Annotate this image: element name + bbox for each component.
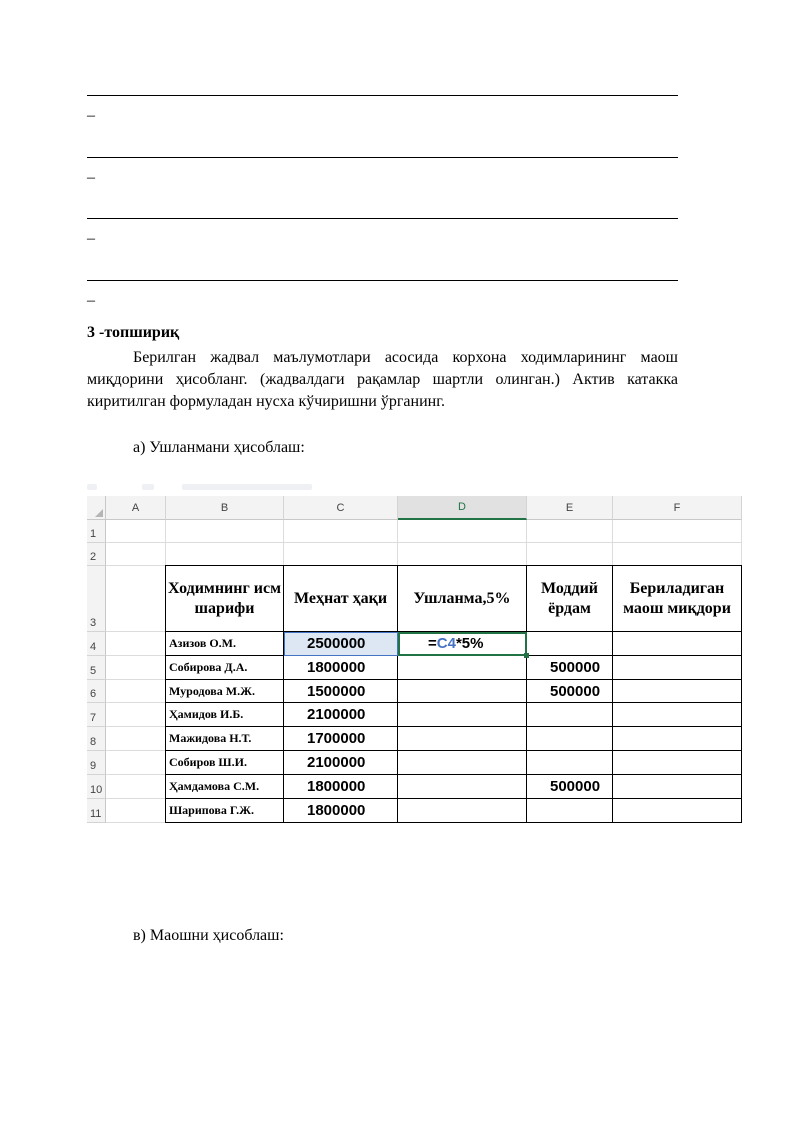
row-header[interactable]: 2	[87, 543, 106, 566]
header-cell-aid[interactable]	[527, 566, 613, 632]
header-cell-name[interactable]	[166, 566, 284, 632]
grid-cell[interactable]	[106, 799, 166, 823]
deduction-cell[interactable]	[398, 680, 527, 703]
column-header[interactable]: A	[106, 496, 166, 520]
payout-cell[interactable]	[613, 680, 742, 703]
employee-name-cell[interactable]: Муродова М.Ж.	[166, 680, 284, 703]
answer-dash: –	[87, 169, 95, 186]
deduction-cell[interactable]	[398, 775, 527, 799]
salary-cell[interactable]: 1800000	[284, 799, 398, 823]
header-cell-deduction[interactable]	[398, 566, 527, 632]
payout-cell[interactable]	[613, 751, 742, 775]
fill-handle[interactable]	[524, 653, 529, 658]
salary-cell[interactable]: 2100000	[284, 703, 398, 727]
grid-cell[interactable]	[106, 520, 166, 543]
grid-cell[interactable]	[613, 520, 742, 543]
aid-cell[interactable]: 500000	[527, 775, 613, 799]
toolbar-remnant	[87, 480, 317, 494]
deduction-cell[interactable]	[398, 799, 527, 823]
aid-cell[interactable]	[527, 632, 613, 656]
row-header[interactable]: 1	[87, 520, 106, 543]
row-header[interactable]: 6	[87, 680, 106, 703]
payout-cell[interactable]	[613, 775, 742, 799]
row-header[interactable]: 8	[87, 727, 106, 751]
grid-cell[interactable]	[527, 543, 613, 566]
formula-equals: =	[428, 635, 437, 652]
row-header[interactable]: 10	[87, 775, 106, 799]
answer-line	[87, 218, 678, 219]
header-cell-salary[interactable]	[284, 566, 398, 632]
header-text-name: Ходимнинг исм шарифи	[168, 579, 281, 617]
salary-cell[interactable]: 1800000	[284, 775, 398, 799]
spreadsheet-screenshot	[87, 496, 742, 828]
employee-name-cell[interactable]: Собирова Д.А.	[166, 656, 284, 680]
grid-cell[interactable]	[106, 727, 166, 751]
row-header[interactable]: 5	[87, 656, 106, 680]
formula-cell-reference: C4	[436, 635, 456, 652]
answer-dash: –	[87, 292, 95, 309]
employee-name-cell[interactable]: Мажидова Н.Т.	[166, 727, 284, 751]
row-header[interactable]: 11	[87, 799, 106, 823]
employee-name-cell[interactable]: Собиров Ш.И.	[166, 751, 284, 775]
referenced-cell-outline	[284, 632, 398, 656]
row-header[interactable]: 3	[87, 566, 106, 632]
part-a-heading: а) Ушланмани ҳисоблаш:	[133, 439, 305, 456]
aid-cell[interactable]: 500000	[527, 680, 613, 703]
grid-cell[interactable]	[166, 543, 284, 566]
aid-cell[interactable]	[527, 751, 613, 775]
part-b-heading: в) Маошни ҳисоблаш:	[133, 927, 284, 944]
grid-cell[interactable]	[106, 680, 166, 703]
answer-line	[87, 157, 678, 158]
payout-cell[interactable]	[613, 656, 742, 680]
grid-cell[interactable]	[106, 703, 166, 727]
employee-name-cell[interactable]: Азизов О.М.	[166, 632, 284, 656]
grid-cell[interactable]	[284, 520, 398, 543]
payout-cell[interactable]	[613, 727, 742, 751]
employee-name-cell[interactable]: Ҳамдамова С.М.	[166, 775, 284, 799]
answer-dash: –	[87, 230, 95, 247]
header-text-deduction: Ушланма,5%	[413, 589, 511, 607]
grid-cell[interactable]	[106, 775, 166, 799]
answer-line	[87, 95, 678, 96]
salary-cell[interactable]: 1500000	[284, 680, 398, 703]
grid-cell[interactable]	[106, 543, 166, 566]
deduction-cell[interactable]	[398, 703, 527, 727]
deduction-cell[interactable]	[398, 751, 527, 775]
header-text-payout: Бериладиган маош миқдори	[623, 579, 731, 617]
aid-cell[interactable]	[527, 703, 613, 727]
grid-cell[interactable]	[527, 520, 613, 543]
answer-dash: –	[87, 107, 95, 124]
column-header[interactable]: B	[166, 496, 284, 520]
grid-cell[interactable]	[284, 543, 398, 566]
grid-cell[interactable]	[398, 543, 527, 566]
employee-name-cell[interactable]: Ҳамидов И.Б.	[166, 703, 284, 727]
select-all-corner[interactable]	[87, 496, 106, 520]
select-all-triangle-icon	[95, 509, 103, 517]
grid-cell[interactable]	[106, 751, 166, 775]
header-text-salary: Меҳнат ҳақи	[293, 589, 388, 607]
payout-cell[interactable]	[613, 632, 742, 656]
column-header[interactable]: E	[527, 496, 613, 520]
salary-cell[interactable]: 1700000	[284, 727, 398, 751]
grid-cell[interactable]	[106, 566, 166, 632]
aid-cell[interactable]	[527, 727, 613, 751]
salary-cell[interactable]: 1800000	[284, 656, 398, 680]
salary-cell[interactable]: 2100000	[284, 751, 398, 775]
grid-cell[interactable]	[613, 543, 742, 566]
column-header[interactable]: C	[284, 496, 398, 520]
payout-cell[interactable]	[613, 799, 742, 823]
row-header[interactable]: 7	[87, 703, 106, 727]
grid-cell[interactable]	[398, 520, 527, 543]
formula-multiplier: *5%	[455, 635, 484, 652]
aid-cell[interactable]	[527, 799, 613, 823]
employee-name-cell[interactable]: Шарипова Г.Ж.	[166, 799, 284, 823]
header-text-aid: Моддий ёрдам	[540, 579, 599, 617]
grid-cell[interactable]	[166, 520, 284, 543]
payout-cell[interactable]	[613, 703, 742, 727]
grid-cell[interactable]	[106, 656, 166, 680]
column-header[interactable]: D	[398, 496, 527, 520]
task-paragraph: Берилган жадвал маълумотлари асосида корхона ходимларининг маош миқдорини ҳисобланг. (жадвалдаги рақамлар шартли олинган.) Актив катакка киритилган формуладан нусха кўчиришни ўрганинг.	[87, 349, 678, 410]
deduction-cell[interactable]	[398, 727, 527, 751]
active-cell-outline	[398, 632, 527, 656]
header-cell-payout[interactable]	[613, 566, 742, 632]
salary-cell[interactable]: 2500000	[284, 632, 398, 656]
row-header[interactable]: 4	[87, 632, 106, 656]
grid-cell[interactable]	[106, 632, 166, 656]
row-header[interactable]: 9	[87, 751, 106, 775]
deduction-cell[interactable]	[398, 656, 527, 680]
aid-cell[interactable]: 500000	[527, 656, 613, 680]
answer-line	[87, 280, 678, 281]
task-title: 3 -топшириқ	[87, 324, 180, 341]
column-header[interactable]: F	[613, 496, 742, 520]
